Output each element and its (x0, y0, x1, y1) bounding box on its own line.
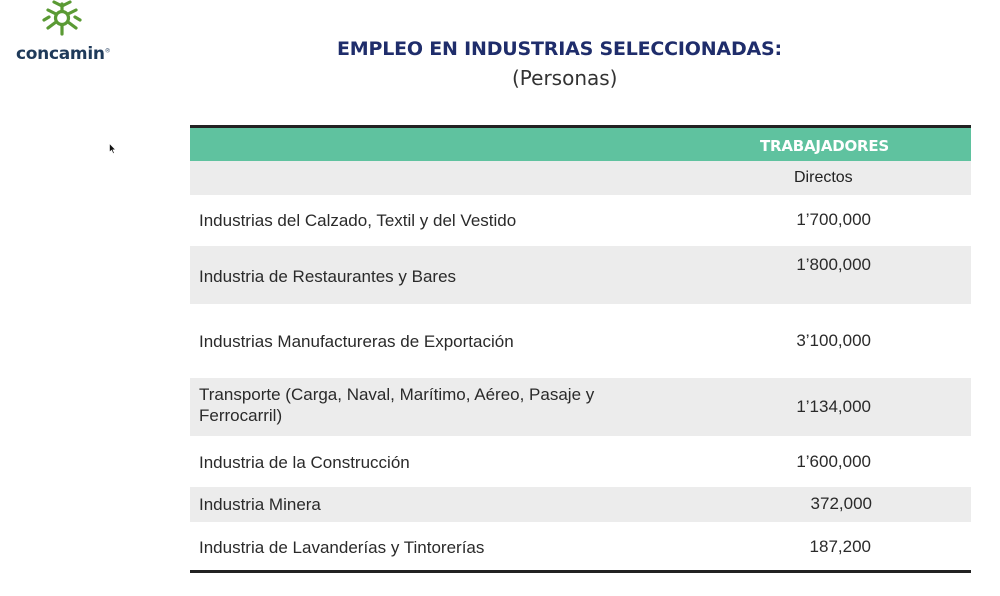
table-subheader-row (190, 161, 971, 195)
page-title: EMPLEO EN INDUSTRIAS SELECCIONADAS: (337, 38, 782, 60)
table-row (190, 246, 971, 304)
row-value: 1’700,000 (796, 210, 871, 229)
table-bottom-rule (190, 570, 971, 573)
row-label: Industrias Manufactureras de Exportación (199, 332, 514, 351)
row-label: Industria Minera (199, 495, 321, 514)
employment-table (190, 125, 971, 573)
mouse-pointer-icon (109, 143, 117, 155)
concamin-emblem-icon (40, 0, 84, 42)
row-label: Industrias del Calzado, Textil y del Vestido (199, 211, 517, 230)
row-label: Industria de Restaurantes y Bares (199, 267, 457, 286)
table-row (190, 522, 971, 570)
table-header-row (190, 128, 971, 161)
table-row (190, 195, 971, 246)
row-label: Industria de la Construcción (199, 453, 410, 472)
table-row (190, 378, 971, 436)
logo-wordmark: concamin® (16, 44, 111, 64)
row-value: 1’800,000 (796, 255, 871, 274)
row-value: 3’100,000 (796, 331, 871, 350)
row-label: Industria de Lavanderías y Tintorerías (199, 538, 485, 557)
row-value: 187,200 (809, 537, 871, 556)
header-trabajadores: TRABAJADORES (760, 137, 890, 155)
row-value: 1’600,000 (796, 452, 871, 471)
row-label: Transporte (Carga, Naval, Marítimo, Aéreo, Pasaje y Ferrocarril) (199, 385, 595, 425)
table-row (190, 436, 971, 487)
header-directos: Directos (794, 169, 853, 186)
page-subtitle: (Personas) (512, 66, 618, 90)
row-value: 372,000 (810, 494, 872, 513)
table-row (190, 487, 971, 522)
concamin-logo (14, 0, 114, 70)
row-value: 1’134,000 (796, 397, 871, 416)
table-row (190, 304, 971, 378)
